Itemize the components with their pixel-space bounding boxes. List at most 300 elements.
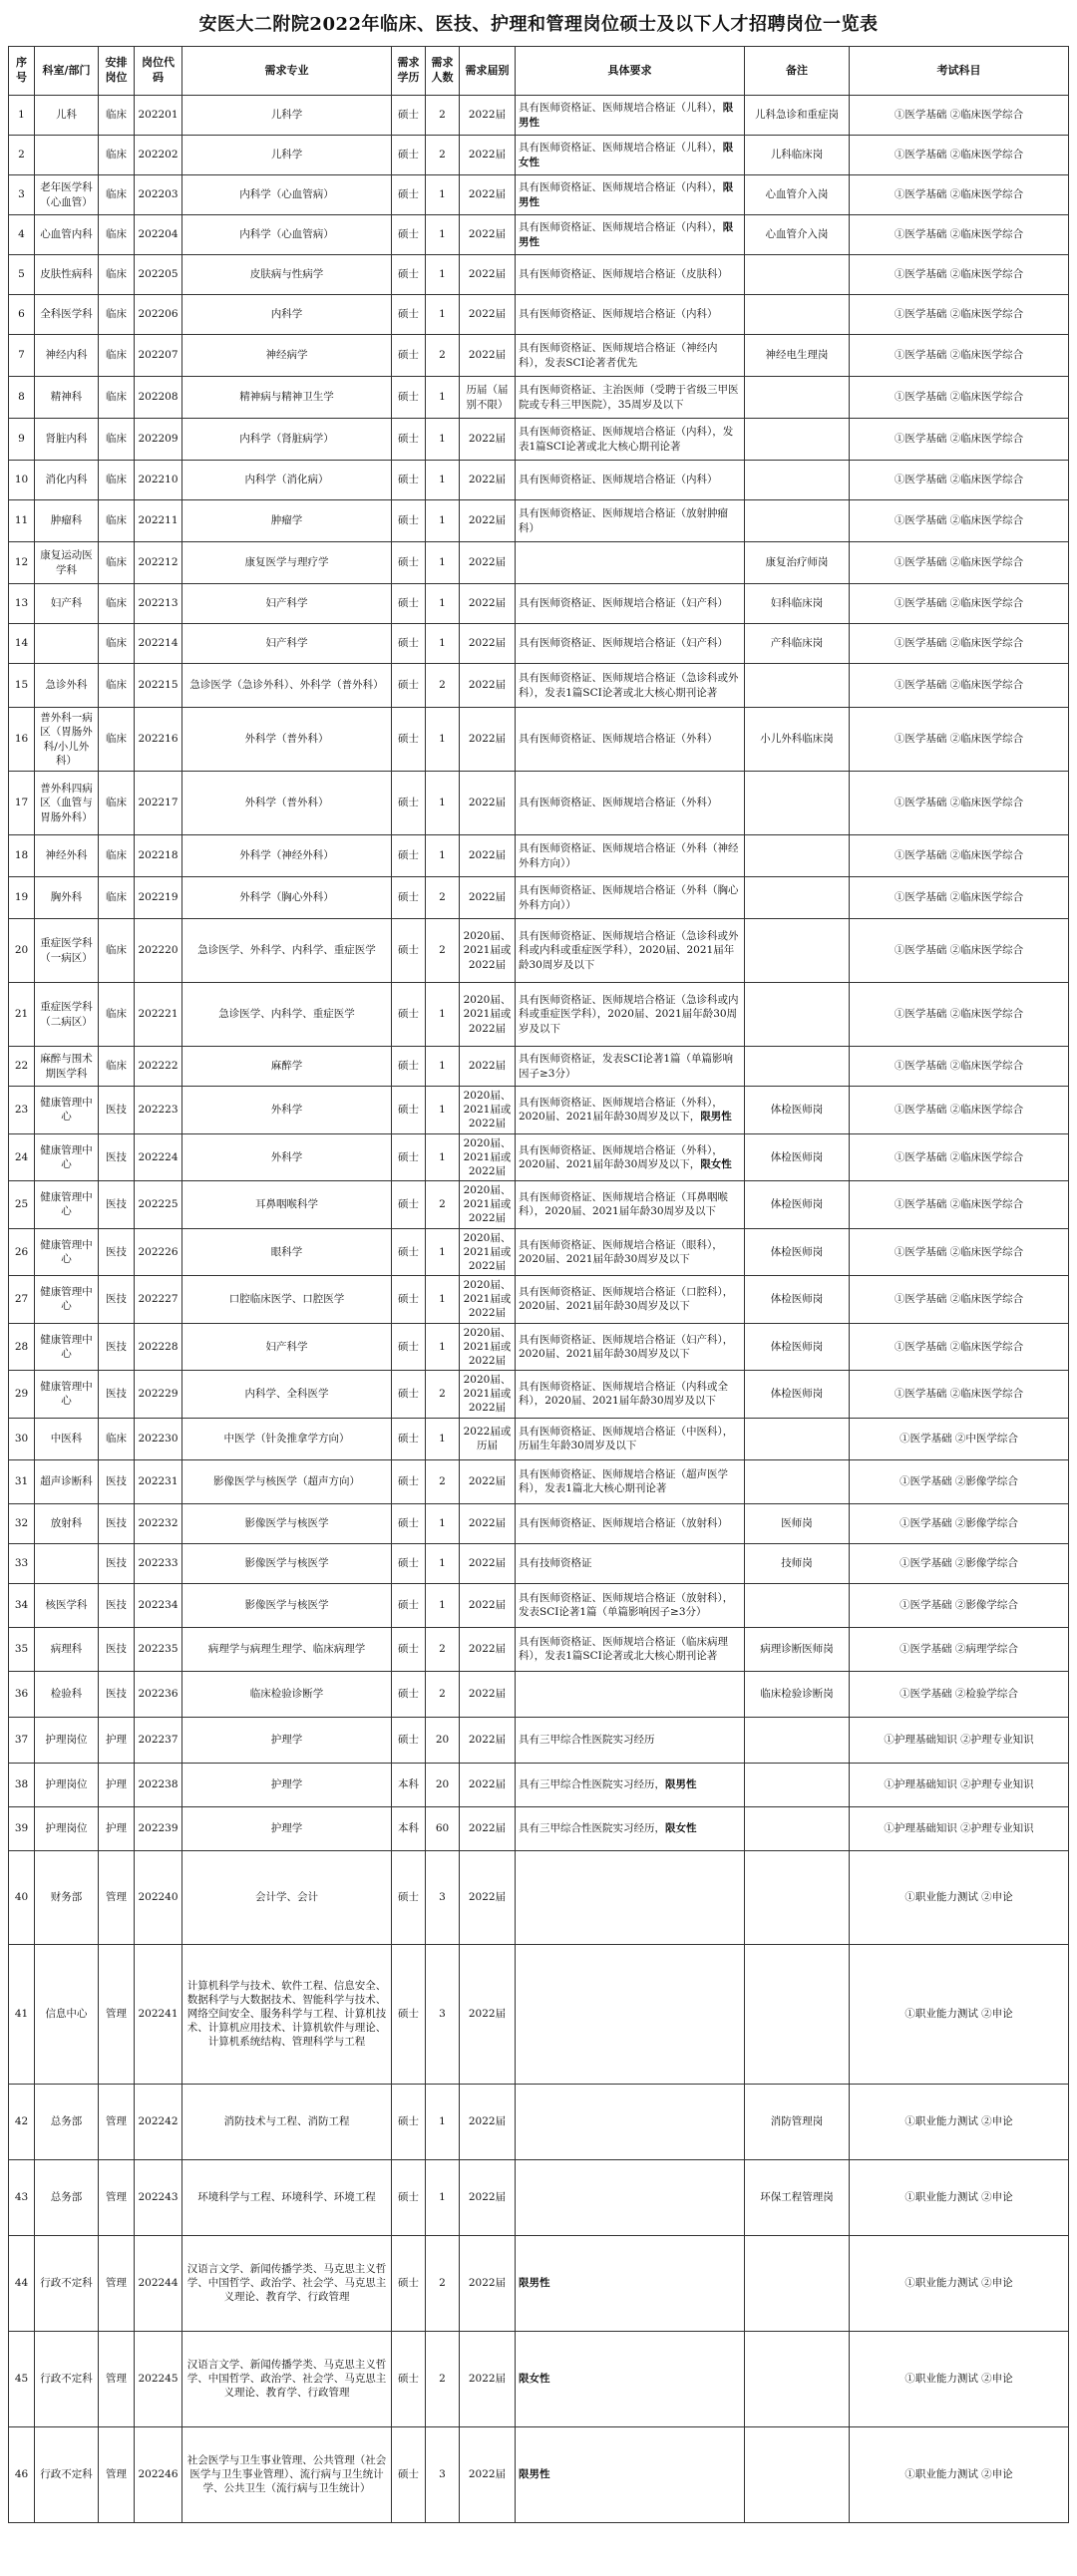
row-req	[516, 335, 745, 377]
table-row	[9, 772, 1069, 835]
row-no: 20	[9, 919, 35, 983]
row-dept: 心血管内科	[35, 215, 99, 255]
table-row	[9, 542, 1069, 584]
table-row	[9, 584, 1069, 624]
row-major: 外科学	[182, 1133, 392, 1181]
row-req	[516, 2426, 745, 2522]
row-major: 中医学（针灸推拿学方向）	[182, 1418, 392, 1459]
row-major: 环境科学与工程、环境科学、环境工程	[182, 2159, 392, 2235]
row-req	[516, 584, 745, 624]
table-row	[9, 2159, 1069, 2235]
row-no: 15	[9, 664, 35, 708]
row-major: 外科学	[182, 1087, 392, 1134]
row-edu: 硕士	[392, 1717, 426, 1763]
header-dept: 科室/部门	[35, 47, 99, 96]
row-post: 管理	[99, 1850, 135, 1944]
row-req-text: 具有医师资格证、医师规培合格证（外科），2020届、2021届年龄30周岁及以下，	[519, 1143, 723, 1170]
row-no: 32	[9, 1503, 35, 1543]
row-year: 2022届	[460, 335, 516, 377]
row-note: 体检医师岗	[745, 1323, 850, 1371]
row-num: 1	[426, 983, 460, 1047]
header-year: 需求届别	[460, 47, 516, 96]
row-year: 2022届	[460, 215, 516, 255]
row-req	[516, 1543, 745, 1583]
row-exam: ①职业能力测试 ②申论	[850, 2084, 1069, 2159]
row-dept: 财务部	[35, 1850, 99, 1944]
row-no: 31	[9, 1459, 35, 1503]
row-note	[745, 419, 850, 461]
row-no: 12	[9, 542, 35, 584]
row-note	[745, 1850, 850, 1944]
row-dept: 肾脏内科	[35, 419, 99, 461]
row-req-text: 具有医师资格证、医师规培合格证（妇产科）	[519, 597, 728, 610]
row-post: 管理	[99, 2084, 135, 2159]
row-exam: ①医学基础 ②临床医学综合	[850, 1228, 1069, 1276]
row-req	[516, 919, 745, 983]
table-row	[9, 1323, 1069, 1371]
row-edu: 本科	[392, 1806, 426, 1850]
row-note	[745, 1459, 850, 1503]
row-no: 45	[9, 2331, 35, 2426]
row-major: 康复医学与理疗学	[182, 542, 392, 584]
row-no: 29	[9, 1371, 35, 1419]
row-exam: ①医学基础 ②影像学综合	[850, 1583, 1069, 1627]
row-req	[516, 542, 745, 584]
row-major: 消防技术与工程、消防工程	[182, 2084, 392, 2159]
row-edu: 硕士	[392, 2426, 426, 2522]
row-exam: ①医学基础 ②临床医学综合	[850, 1047, 1069, 1087]
row-num: 1	[426, 2159, 460, 2235]
row-num: 1	[426, 1087, 460, 1134]
row-no: 13	[9, 584, 35, 624]
row-dept: 普外科四病区（血管与胃肠外科）	[35, 772, 99, 835]
row-edu: 硕士	[392, 2084, 426, 2159]
row-num: 2	[426, 335, 460, 377]
row-req-text: 具有医师资格证、医师规培合格证（急诊科或内科或重症医学科），2020届、2021届年龄30周岁及以下	[519, 994, 739, 1035]
row-edu: 硕士	[392, 419, 426, 461]
row-code: 202228	[135, 1323, 182, 1371]
row-edu: 硕士	[392, 1944, 426, 2084]
row-note: 体检医师岗	[745, 1276, 850, 1324]
row-no: 43	[9, 2159, 35, 2235]
row-req	[516, 419, 745, 461]
row-year: 2022届	[460, 1503, 516, 1543]
row-req-text: 具有医师资格证、医师规培合格证（儿科），	[519, 102, 723, 115]
row-exam: ①医学基础 ②临床医学综合	[850, 1087, 1069, 1134]
row-year: 2020届、2021届或2022届	[460, 1181, 516, 1229]
row-exam: ①医学基础 ②临床医学综合	[850, 419, 1069, 461]
row-code: 202214	[135, 624, 182, 664]
row-dept: 老年医学科（心血管）	[35, 175, 99, 215]
table-row	[9, 1850, 1069, 1944]
row-req-text: 具有医师资格证、医师规培合格证（妇产科），2020届、2021届年龄30周岁及以下	[519, 1333, 734, 1360]
row-req-gender: 限男性	[665, 1778, 697, 1791]
table-row	[9, 1583, 1069, 1627]
row-no: 41	[9, 1944, 35, 2084]
row-edu: 硕士	[392, 1459, 426, 1503]
row-no: 6	[9, 295, 35, 335]
table-row	[9, 708, 1069, 772]
row-num: 1	[426, 461, 460, 500]
row-post: 临床	[99, 96, 135, 136]
row-dept: 皮肤性病科	[35, 255, 99, 295]
row-dept: 胸外科	[35, 877, 99, 919]
row-exam: ①医学基础 ②临床医学综合	[850, 215, 1069, 255]
row-year: 2022届	[460, 2331, 516, 2426]
job-table	[8, 46, 1069, 2523]
row-year: 2022届	[460, 708, 516, 772]
row-dept: 消化内科	[35, 461, 99, 500]
row-major: 外科学（普外科）	[182, 708, 392, 772]
row-year: 2020届、2021届或2022届	[460, 1276, 516, 1324]
row-req	[516, 2235, 745, 2331]
row-req	[516, 1133, 745, 1181]
row-dept: 超声诊断科	[35, 1459, 99, 1503]
row-major: 急诊医学（急诊外科）、外科学（普外科）	[182, 664, 392, 708]
row-edu: 硕士	[392, 1133, 426, 1181]
row-post: 医技	[99, 1459, 135, 1503]
row-note: 体检医师岗	[745, 1228, 850, 1276]
row-req	[516, 1763, 745, 1806]
row-note: 小儿外科临床岗	[745, 708, 850, 772]
row-exam: ①医学基础 ②临床医学综合	[850, 96, 1069, 136]
row-dept: 健康管理中心	[35, 1181, 99, 1229]
row-code: 202231	[135, 1459, 182, 1503]
row-note	[745, 2235, 850, 2331]
row-note	[745, 919, 850, 983]
row-note: 心血管介入岗	[745, 215, 850, 255]
row-post: 临床	[99, 1047, 135, 1087]
row-code: 202208	[135, 377, 182, 419]
row-exam: ①护理基础知识 ②护理专业知识	[850, 1806, 1069, 1850]
row-post: 医技	[99, 1543, 135, 1583]
row-exam: ①医学基础 ②临床医学综合	[850, 708, 1069, 772]
row-major: 计算机科学与技术、软件工程、信息安全、数据科学与大数据技术、智能科学与技术、网络空间安全、服务科学与工程、计算机技术、计算机应用技术、计算机软件与理论、计算机系统结构、管理科学与工程	[182, 1944, 392, 2084]
row-code: 202238	[135, 1763, 182, 1806]
row-year: 2020届、2021届或2022届	[460, 1228, 516, 1276]
table-row	[9, 624, 1069, 664]
table-row	[9, 96, 1069, 136]
row-post: 临床	[99, 983, 135, 1047]
table-row	[9, 295, 1069, 335]
row-exam: ①医学基础 ②临床医学综合	[850, 1181, 1069, 1229]
row-year: 2022届	[460, 419, 516, 461]
row-post: 临床	[99, 542, 135, 584]
row-year: 2022届	[460, 2426, 516, 2522]
row-num: 2	[426, 2331, 460, 2426]
row-dept: 麻醉与围术期医学科	[35, 1047, 99, 1087]
row-exam: ①医学基础 ②临床医学综合	[850, 664, 1069, 708]
row-edu: 硕士	[392, 708, 426, 772]
table-row	[9, 1047, 1069, 1087]
row-year: 2020届、2021届或2022届	[460, 1133, 516, 1181]
row-post: 临床	[99, 772, 135, 835]
row-post: 临床	[99, 624, 135, 664]
row-req-text: 具有医师资格证、医师规培合格证（放射肿瘤科）	[519, 507, 728, 534]
row-edu: 硕士	[392, 1583, 426, 1627]
row-no: 18	[9, 835, 35, 877]
row-exam: ①医学基础 ②临床医学综合	[850, 835, 1069, 877]
row-no: 5	[9, 255, 35, 295]
row-post: 管理	[99, 2159, 135, 2235]
header-num: 需求人数	[426, 47, 460, 96]
row-note	[745, 255, 850, 295]
row-req	[516, 1087, 745, 1134]
row-no: 28	[9, 1323, 35, 1371]
row-post: 管理	[99, 1944, 135, 2084]
row-req	[516, 772, 745, 835]
row-note: 产科临床岗	[745, 624, 850, 664]
row-year: 2022届	[460, 664, 516, 708]
row-dept	[35, 1543, 99, 1583]
row-year: 2022届	[460, 2084, 516, 2159]
row-year: 2022届	[460, 136, 516, 175]
row-post: 临床	[99, 1418, 135, 1459]
row-req-text: 具有医师资格证、医师规培合格证（急诊科或外科），发表1篇SCI论著或北大核心期刊论著	[519, 672, 739, 699]
row-req-text: 具有医师资格证、医师规培合格证（妇产科）	[519, 637, 728, 650]
row-req	[516, 2084, 745, 2159]
row-year: 2020届、2021届或2022届	[460, 1371, 516, 1419]
row-req	[516, 175, 745, 215]
row-req	[516, 1047, 745, 1087]
row-req-gender: 限女性	[519, 142, 734, 168]
row-year: 2020届、2021届或2022届	[460, 983, 516, 1047]
row-num: 2	[426, 1181, 460, 1229]
row-exam: ①医学基础 ②临床医学综合	[850, 772, 1069, 835]
row-req	[516, 983, 745, 1047]
row-exam: ①医学基础 ②临床医学综合	[850, 1276, 1069, 1324]
row-post: 管理	[99, 2426, 135, 2522]
row-num: 1	[426, 1047, 460, 1087]
row-edu: 硕士	[392, 500, 426, 542]
row-exam: ①职业能力测试 ②申论	[850, 1850, 1069, 1944]
table-row	[9, 1087, 1069, 1134]
row-dept: 检验科	[35, 1671, 99, 1717]
row-major: 妇产科学	[182, 624, 392, 664]
row-req	[516, 2331, 745, 2426]
table-row	[9, 377, 1069, 419]
row-req	[516, 1418, 745, 1459]
row-num: 2	[426, 664, 460, 708]
row-dept: 健康管理中心	[35, 1371, 99, 1419]
row-post: 临床	[99, 461, 135, 500]
row-num: 2	[426, 1459, 460, 1503]
row-no: 46	[9, 2426, 35, 2522]
row-req-text: 具有三甲综合性医院实习经历，	[519, 1778, 665, 1791]
row-no: 10	[9, 461, 35, 500]
row-edu: 硕士	[392, 136, 426, 175]
table-row	[9, 835, 1069, 877]
row-req-text: 具有医师资格证、医师规培合格证（外科（神经外科方向））	[519, 842, 739, 869]
row-note	[745, 664, 850, 708]
row-edu: 本科	[392, 1763, 426, 1806]
row-no: 1	[9, 96, 35, 136]
row-dept: 健康管理中心	[35, 1087, 99, 1134]
row-post: 医技	[99, 1323, 135, 1371]
row-code: 202204	[135, 215, 182, 255]
row-post: 管理	[99, 2331, 135, 2426]
table-row	[9, 255, 1069, 295]
row-year: 2022届	[460, 542, 516, 584]
row-req-text: 具有医师资格证、医师规培合格证（眼科），2020届、2021届年龄30周岁及以下	[519, 1238, 723, 1265]
row-major: 妇产科学	[182, 584, 392, 624]
row-req-text: 具有三甲综合性医院实习经历，	[519, 1822, 665, 1835]
table-row	[9, 2331, 1069, 2426]
row-no: 9	[9, 419, 35, 461]
row-req	[516, 1671, 745, 1717]
row-num: 1	[426, 2084, 460, 2159]
row-code: 202240	[135, 1850, 182, 1944]
row-post: 临床	[99, 175, 135, 215]
row-exam: ①护理基础知识 ②护理专业知识	[850, 1763, 1069, 1806]
row-dept: 核医学科	[35, 1583, 99, 1627]
row-code: 202203	[135, 175, 182, 215]
row-exam: ①职业能力测试 ②申论	[850, 2426, 1069, 2522]
row-no: 23	[9, 1087, 35, 1134]
row-num: 1	[426, 175, 460, 215]
row-num: 2	[426, 1627, 460, 1671]
row-code: 202230	[135, 1418, 182, 1459]
table-row	[9, 2426, 1069, 2522]
row-exam: ①医学基础 ②临床医学综合	[850, 624, 1069, 664]
row-req-text: 具有医师资格证、医师规培合格证（神经内科），发表SCI论著者优先	[519, 342, 718, 369]
row-code: 202227	[135, 1276, 182, 1324]
row-exam: ①医学基础 ②检验学综合	[850, 1671, 1069, 1717]
row-post: 临床	[99, 295, 135, 335]
row-req	[516, 624, 745, 664]
row-code: 202216	[135, 708, 182, 772]
row-year: 2022届	[460, 295, 516, 335]
row-exam: ①医学基础 ②临床医学综合	[850, 175, 1069, 215]
row-req-text: 具有三甲综合性医院实习经历	[519, 1734, 655, 1747]
row-major: 口腔临床医学、口腔医学	[182, 1276, 392, 1324]
row-req	[516, 1627, 745, 1671]
row-exam: ①职业能力测试 ②申论	[850, 2159, 1069, 2235]
row-req-gender: 限女性	[665, 1822, 697, 1835]
row-dept: 护理岗位	[35, 1806, 99, 1850]
row-req-text: 具有医师资格证、医师规培合格证（中医科），历届生年龄30周岁及以下	[519, 1425, 734, 1452]
row-req-gender: 限男性	[700, 1111, 732, 1124]
row-code: 202210	[135, 461, 182, 500]
row-req	[516, 377, 745, 419]
row-no: 11	[9, 500, 35, 542]
row-req-text: 具有医师资格证、医师规培合格证（放射科），发表SCI论著1篇（单篇影响因子≥3分）	[519, 1591, 734, 1619]
row-year: 历届（届别不限）	[460, 377, 516, 419]
row-year: 2022届	[460, 877, 516, 919]
row-code: 202201	[135, 96, 182, 136]
row-post: 医技	[99, 1228, 135, 1276]
row-req-text: 具有医师资格证、医师规培合格证（内科），发表1篇SCI论著或北大核心期刊论著	[519, 426, 734, 453]
row-edu: 硕士	[392, 983, 426, 1047]
row-no: 42	[9, 2084, 35, 2159]
row-year: 2022届	[460, 1543, 516, 1583]
row-num: 1	[426, 377, 460, 419]
row-dept: 健康管理中心	[35, 1133, 99, 1181]
row-major: 皮肤病与性病学	[182, 255, 392, 295]
row-edu: 硕士	[392, 1543, 426, 1583]
row-req	[516, 835, 745, 877]
row-year: 2022届	[460, 1806, 516, 1850]
row-post: 医技	[99, 1627, 135, 1671]
row-edu: 硕士	[392, 255, 426, 295]
row-code: 202217	[135, 772, 182, 835]
row-num: 1	[426, 419, 460, 461]
row-note	[745, 2426, 850, 2522]
row-req-text: 具有医师资格证、医师规培合格证（急诊科或外科或内科或重症医学科），2020届、2021届年龄30周岁及以下	[519, 930, 739, 971]
row-no: 7	[9, 335, 35, 377]
row-num: 3	[426, 2426, 460, 2522]
row-num: 3	[426, 1944, 460, 2084]
row-req	[516, 96, 745, 136]
row-code: 202213	[135, 584, 182, 624]
row-edu: 硕士	[392, 1276, 426, 1324]
row-year: 2020届、2021届或2022届	[460, 1323, 516, 1371]
row-code: 202220	[135, 919, 182, 983]
row-exam: ①医学基础 ②临床医学综合	[850, 1371, 1069, 1419]
row-note	[745, 835, 850, 877]
row-dept: 儿科	[35, 96, 99, 136]
row-req	[516, 1583, 745, 1627]
row-major: 儿科学	[182, 96, 392, 136]
row-major: 内科学（肾脏病学）	[182, 419, 392, 461]
row-major: 精神病与精神卫生学	[182, 377, 392, 419]
row-post: 临床	[99, 877, 135, 919]
row-req-text: 具有医师资格证、医师规培合格证（外科（胸心外科方向））	[519, 884, 739, 911]
row-code: 202246	[135, 2426, 182, 2522]
row-req-gender: 限男性	[519, 102, 734, 129]
row-exam: ①医学基础 ②中医学综合	[850, 1418, 1069, 1459]
table-row	[9, 2084, 1069, 2159]
row-major: 影像医学与核医学	[182, 1503, 392, 1543]
row-edu: 硕士	[392, 835, 426, 877]
row-req-text: 具有医师资格证、医师规培合格证（儿科），	[519, 142, 723, 155]
row-exam: ①医学基础 ②临床医学综合	[850, 136, 1069, 175]
row-year: 2022届	[460, 500, 516, 542]
row-code: 202224	[135, 1133, 182, 1181]
row-year: 2022届	[460, 1627, 516, 1671]
table-row	[9, 1228, 1069, 1276]
row-num: 1	[426, 624, 460, 664]
row-req	[516, 255, 745, 295]
row-dept: 精神科	[35, 377, 99, 419]
row-note	[745, 1763, 850, 1806]
row-note	[745, 1418, 850, 1459]
table-row	[9, 419, 1069, 461]
row-exam: ①医学基础 ②影像学综合	[850, 1459, 1069, 1503]
row-req	[516, 295, 745, 335]
row-num: 1	[426, 1543, 460, 1583]
row-dept: 健康管理中心	[35, 1323, 99, 1371]
row-dept: 放射科	[35, 1503, 99, 1543]
row-year: 2022届	[460, 1047, 516, 1087]
row-edu: 硕士	[392, 542, 426, 584]
row-note: 心血管介入岗	[745, 175, 850, 215]
row-major: 急诊医学、外科学、内科学、重症医学	[182, 919, 392, 983]
row-edu: 硕士	[392, 1850, 426, 1944]
table-row	[9, 1371, 1069, 1419]
row-req	[516, 1944, 745, 2084]
row-edu: 硕士	[392, 1627, 426, 1671]
row-exam: ①医学基础 ②临床医学综合	[850, 877, 1069, 919]
row-major: 内科学	[182, 295, 392, 335]
row-num: 20	[426, 1717, 460, 1763]
row-note	[745, 1806, 850, 1850]
row-num: 1	[426, 708, 460, 772]
row-year: 2022届	[460, 1944, 516, 2084]
row-num: 2	[426, 877, 460, 919]
table-row	[9, 1806, 1069, 1850]
table-row	[9, 1671, 1069, 1717]
